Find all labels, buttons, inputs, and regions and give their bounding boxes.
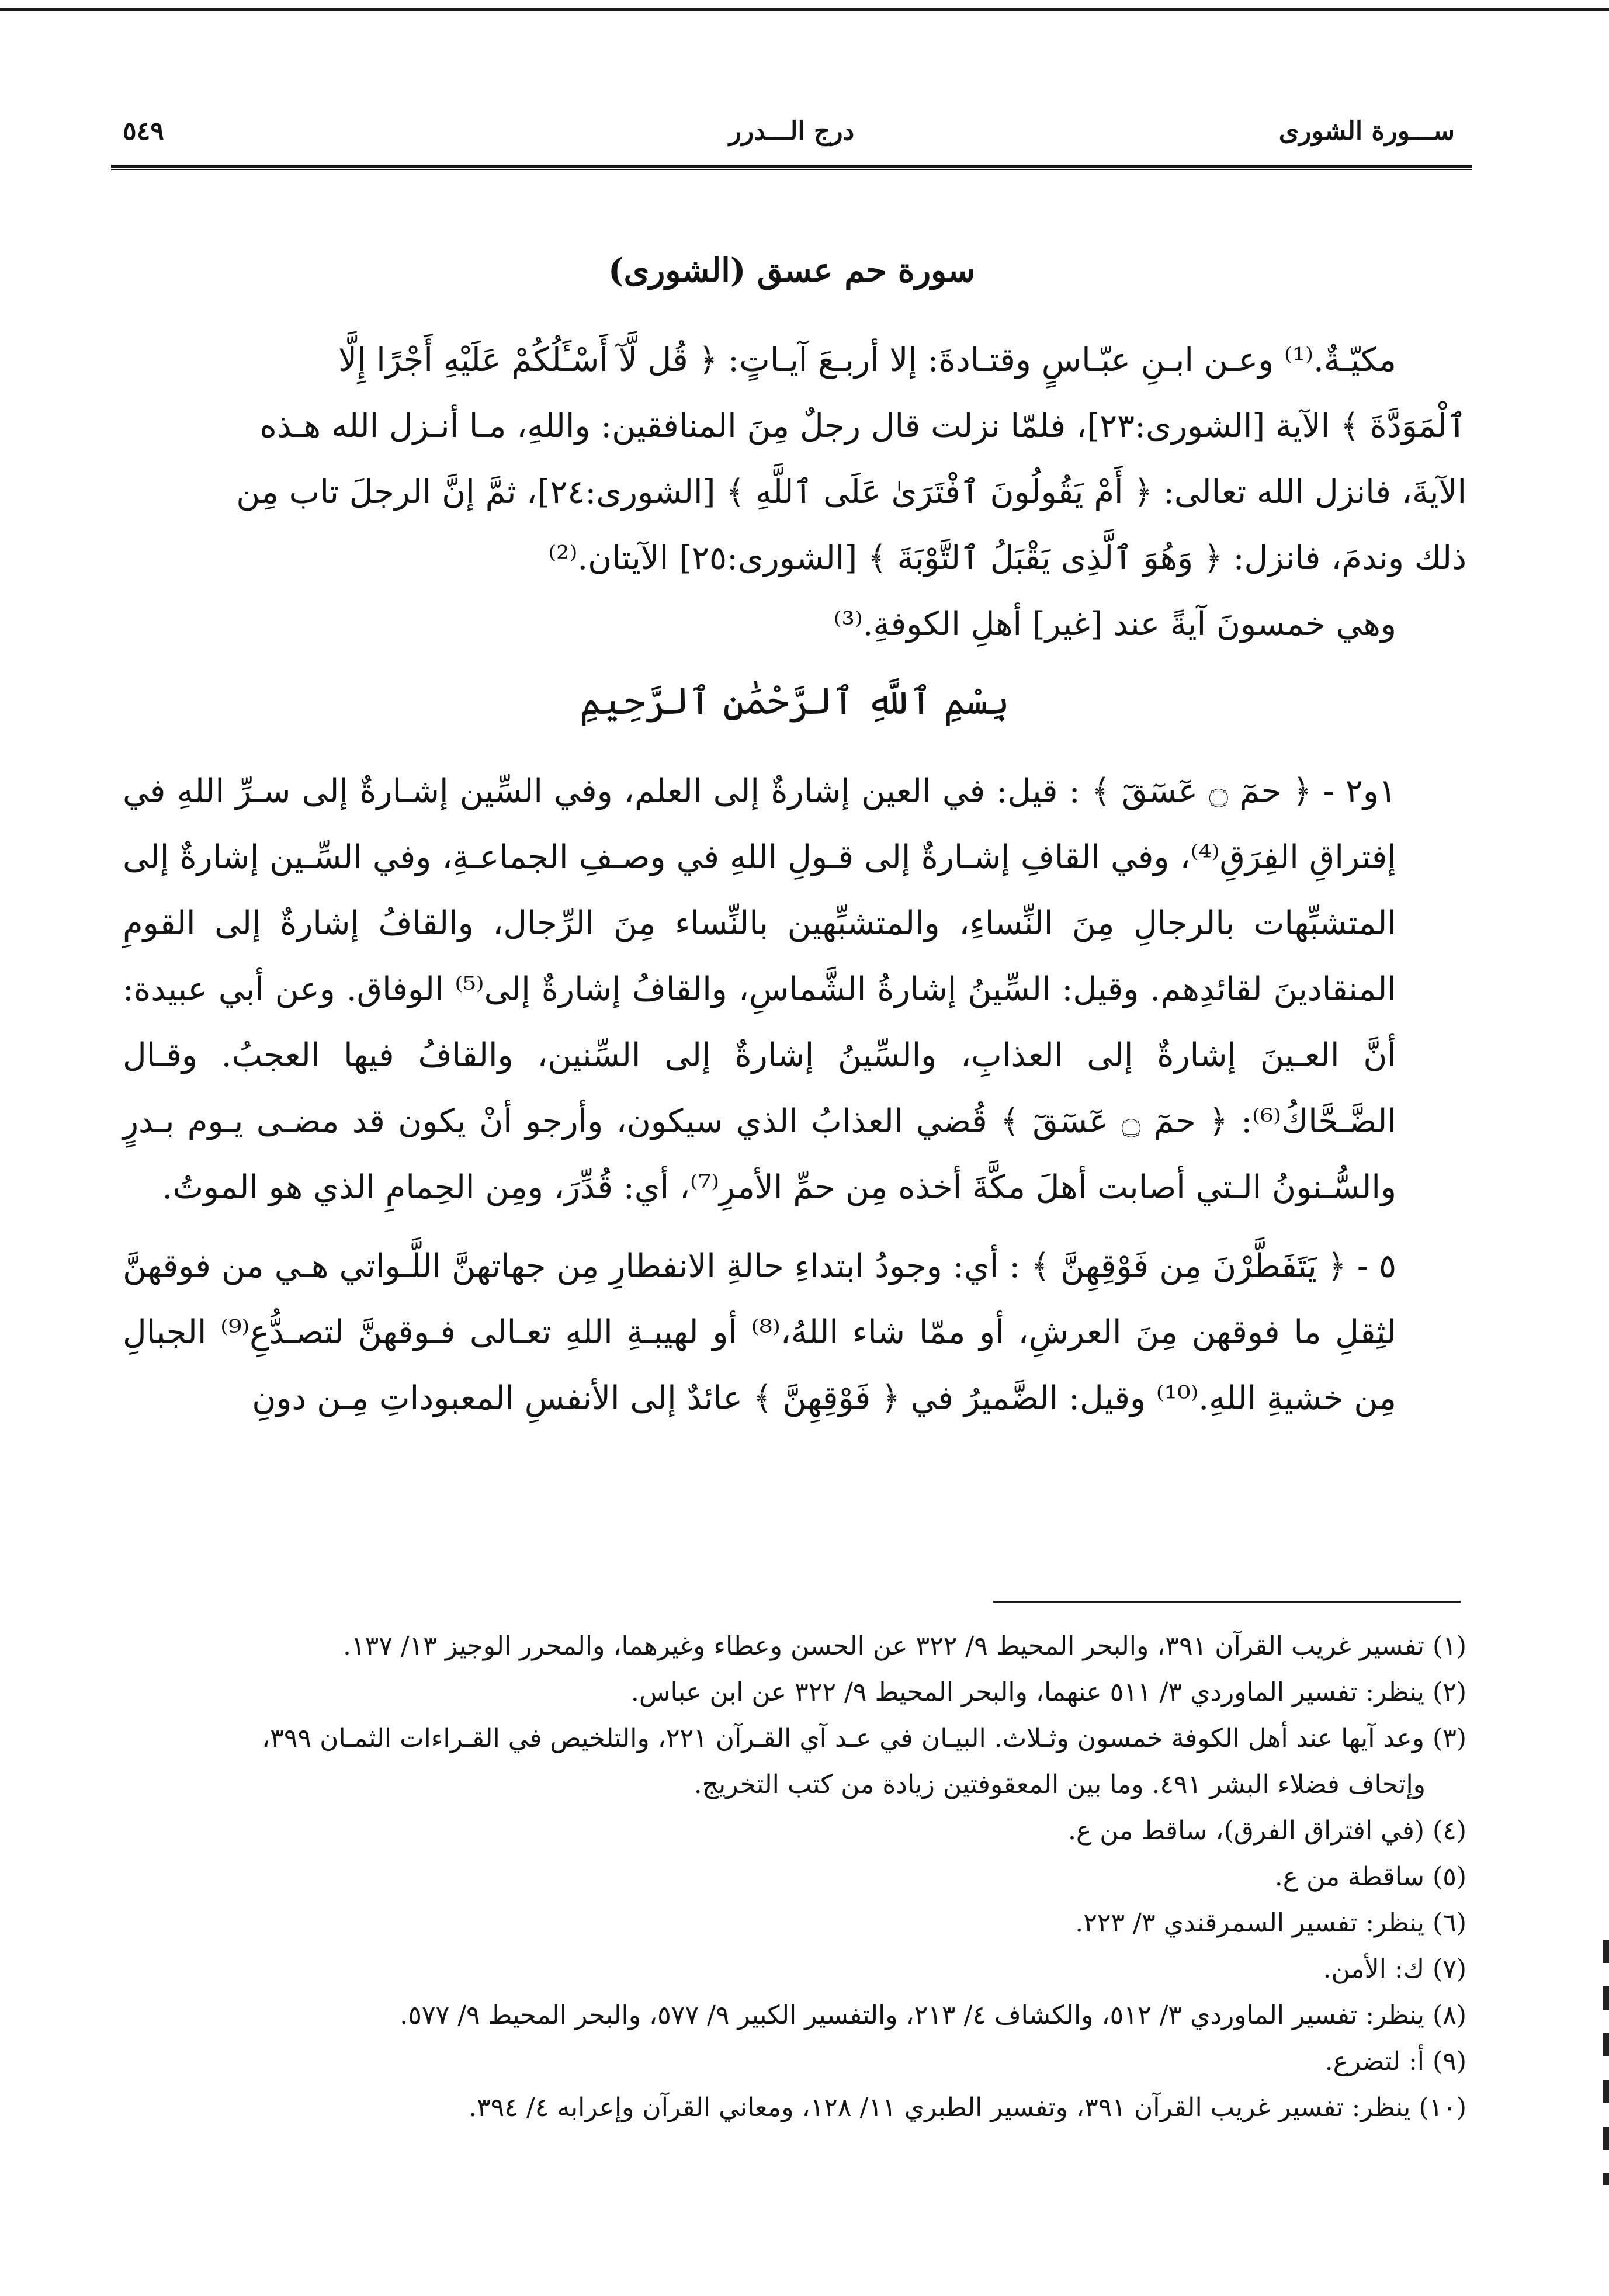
intro-line-3: الآيةَ، فانزل الله تعالى: ﴿ أَمْ يَقُولُونَ ٱفْتَرَىٰ عَلَى ٱللَّهِ ﴾ [الشورى:٢٤]، ثمَّ إنَّ الرجلَ تاب مِن: [236, 473, 1466, 511]
footnote-9: (٩) أ: لتضرع.: [1324, 2047, 1466, 2076]
footnote-7: (٧) ك: الأمن.: [1323, 1954, 1466, 1984]
scan-edge-marks: [1603, 1940, 1609, 2185]
intro-line-4: ذلك وندمَ، فانزل: ﴿ وَهُوَ ٱلَّذِى يَقْبَلُ ٱلتَّوْبَةَ ﴾ [الشورى:٢٥] الآيتان.⁽²⁾: [548, 539, 1466, 577]
page-number: ٥٤٩: [123, 116, 164, 146]
intro-line-1: مكيّـةٌ.⁽¹⁾ وعـن ابـنِ عبّـاسٍ وقتـادةَ: إلا أربـعَ آيـاتٍ: ﴿ قُل لَّآ أَسْـَٔلُكُمْ عَلَيْهِ أَجْرًا إِلَّا: [338, 341, 1396, 379]
footnote-5: (٥) ساقطة من ع.: [1274, 1862, 1466, 1892]
book-title: درج الـــدرر: [729, 116, 855, 146]
footnote-rule: [993, 1601, 1461, 1603]
footnote-3: (٣) وعد آيها عند أهل الكوفة خمسون وثـلاث. البيـان في عـد آي القـرآن ٢٢١، والتلخيص في القـراءات الثمـان ٣٩٩،: [262, 1723, 1466, 1753]
sura-title: سورة حم عسق (الشورى): [608, 251, 976, 290]
footnote-10: (١٠) ينظر: تفسير غريب القرآن ٣٩١، وتفسير الطبري ١١/ ١٢٨، ومعاني القرآن وإعرابه ٤/ ٣٩٤.: [469, 2093, 1466, 2122]
section-5: ٥ - ﴿ يَتَفَطَّرْنَ مِن فَوْقِهِنَّ ﴾ : أي: وجودُ ابتداءِ حالةِ الانفطارِ مِن جهاتهنَّ اللَّـواتي هـي من فوقهنَّ لثِقلِ ما فوقهن مِنَ العرشِ، أو ممّا شاء اللهُ،⁽⁸⁾ أو لهيبـةِ اللهِ تعـالى فـوقهنَّ لتصـدُّعِ⁽⁹⁾ الجبالِ مِن خشيةِ اللهِ.⁽¹⁰⁾ وقيل: الضَّميرُ في ﴿ فَوْقِهِنَّ ﴾ عائدٌ إلى الأنفسِ المعبوداتِ مِـن دونِ: [123, 1247, 1397, 1417]
main-text: [123, 327, 1466, 1431]
intro-line-5: وهي خمسونَ آيةً عند [غير] أهلِ الكوفةِ.⁽³⁾: [833, 605, 1396, 643]
header-rule: [111, 165, 1472, 170]
footnote-2: (٢) ينظر: تفسير الماوردي ٣/ ٥١١ عنهما، والبحر المحيط ٩/ ٣٢٢ عن ابن عباس.: [630, 1677, 1466, 1707]
footnote-6: (٦) ينظر: تفسير السمرقندي ٣/ ٢٢٣.: [1075, 1908, 1466, 1938]
basmala: بِسْمِ ٱللَّهِ ٱلرَّحْمَٰنِ ٱلرَّحِيمِ: [579, 680, 1010, 723]
footnote-3-continued: وإتحاف فضلاء البشر ٤٩١. وما بين المعقوفتين زيادة من كتب التخريج.: [693, 1770, 1426, 1799]
footnote-4: (٤) (في افتراق الفرق)، ساقط من ع.: [1068, 1816, 1466, 1846]
section-1-2: ١و٢ - ﴿ حمٓ ۝ عٓسٓقٓ ﴾ : قيل: في العين إشارةٌ إلى العلم، وفي السِّين إشـارةٌ إلى سـرِّ اللهِ في إفتراقِ الفِرَقِ⁽⁴⁾، وفي القافِ إشـارةٌ إلى قـولِ اللهِ في وصـفِ الجماعـةِ، وفي السِّـين إشارةٌ إلى المتشبِّهات بالرجالِ مِنَ النِّساءِ، والمتشبِّهين بالنِّساء مِنَ الرِّجال، والقافُ إشارةٌ إلى القومِ المنقادينَ لقائدِهم. وقيل: السِّينُ إشارةُ الشَّماسِ، والقافُ إشارةٌ إلى⁽⁵⁾ الوفاق. وعن أبي عبيدة: أنَّ العـينَ إشارةٌ إلى العذابِ، والسِّينُ إشارةٌ إلى السِّنين، والقافُ فيها العجبُ. وقـال الضَّـحَّاكُ⁽⁶⁾: ﴿ حمٓ ۝ عٓسٓقٓ ﴾ قُضي العذابُ الذي سيكون، وأرجو أنْ يكون قد مضـى يـوم بـدرٍ والسُّـنونُ الـتي أصابت أهلَ مكَّةَ أخذه مِن حمِّ الأمرِ⁽⁷⁾، أي: قُدِّرَ، ومِن الحِمامِ الذي هو الموتُ.: [123, 772, 1397, 1206]
footnotes: [123, 1623, 1466, 2131]
intro-line-2: ٱلْمَوَدَّةَ ﴾ الآية [الشورى:٢٣]، فلمّا نزلت قال رجلٌ مِنَ المنافقين: واللهِ، مـا أنـزل الله هـذه: [259, 407, 1466, 445]
book-page: [111, 0, 1472, 2296]
footnote-1: (١) تفسير غريب القرآن ٣٩١، والبحر المحيط ٩/ ٣٢٢ عن الحسن وعطاء وغيرهما، والمحرر الوجيز ١٣/ ١٣٧.: [343, 1631, 1466, 1661]
footnote-8: (٨) ينظر: تفسير الماوردي ٣/ ٥١٢، والكشاف ٤/ ٢١٣، والتفسير الكبير ٩/ ٥٧٧، والبحر المحيط ٩/ ٥٧٧.: [400, 2000, 1466, 2030]
running-header: [111, 111, 1472, 158]
sura-name: ســـورة الشورى: [1278, 116, 1455, 146]
